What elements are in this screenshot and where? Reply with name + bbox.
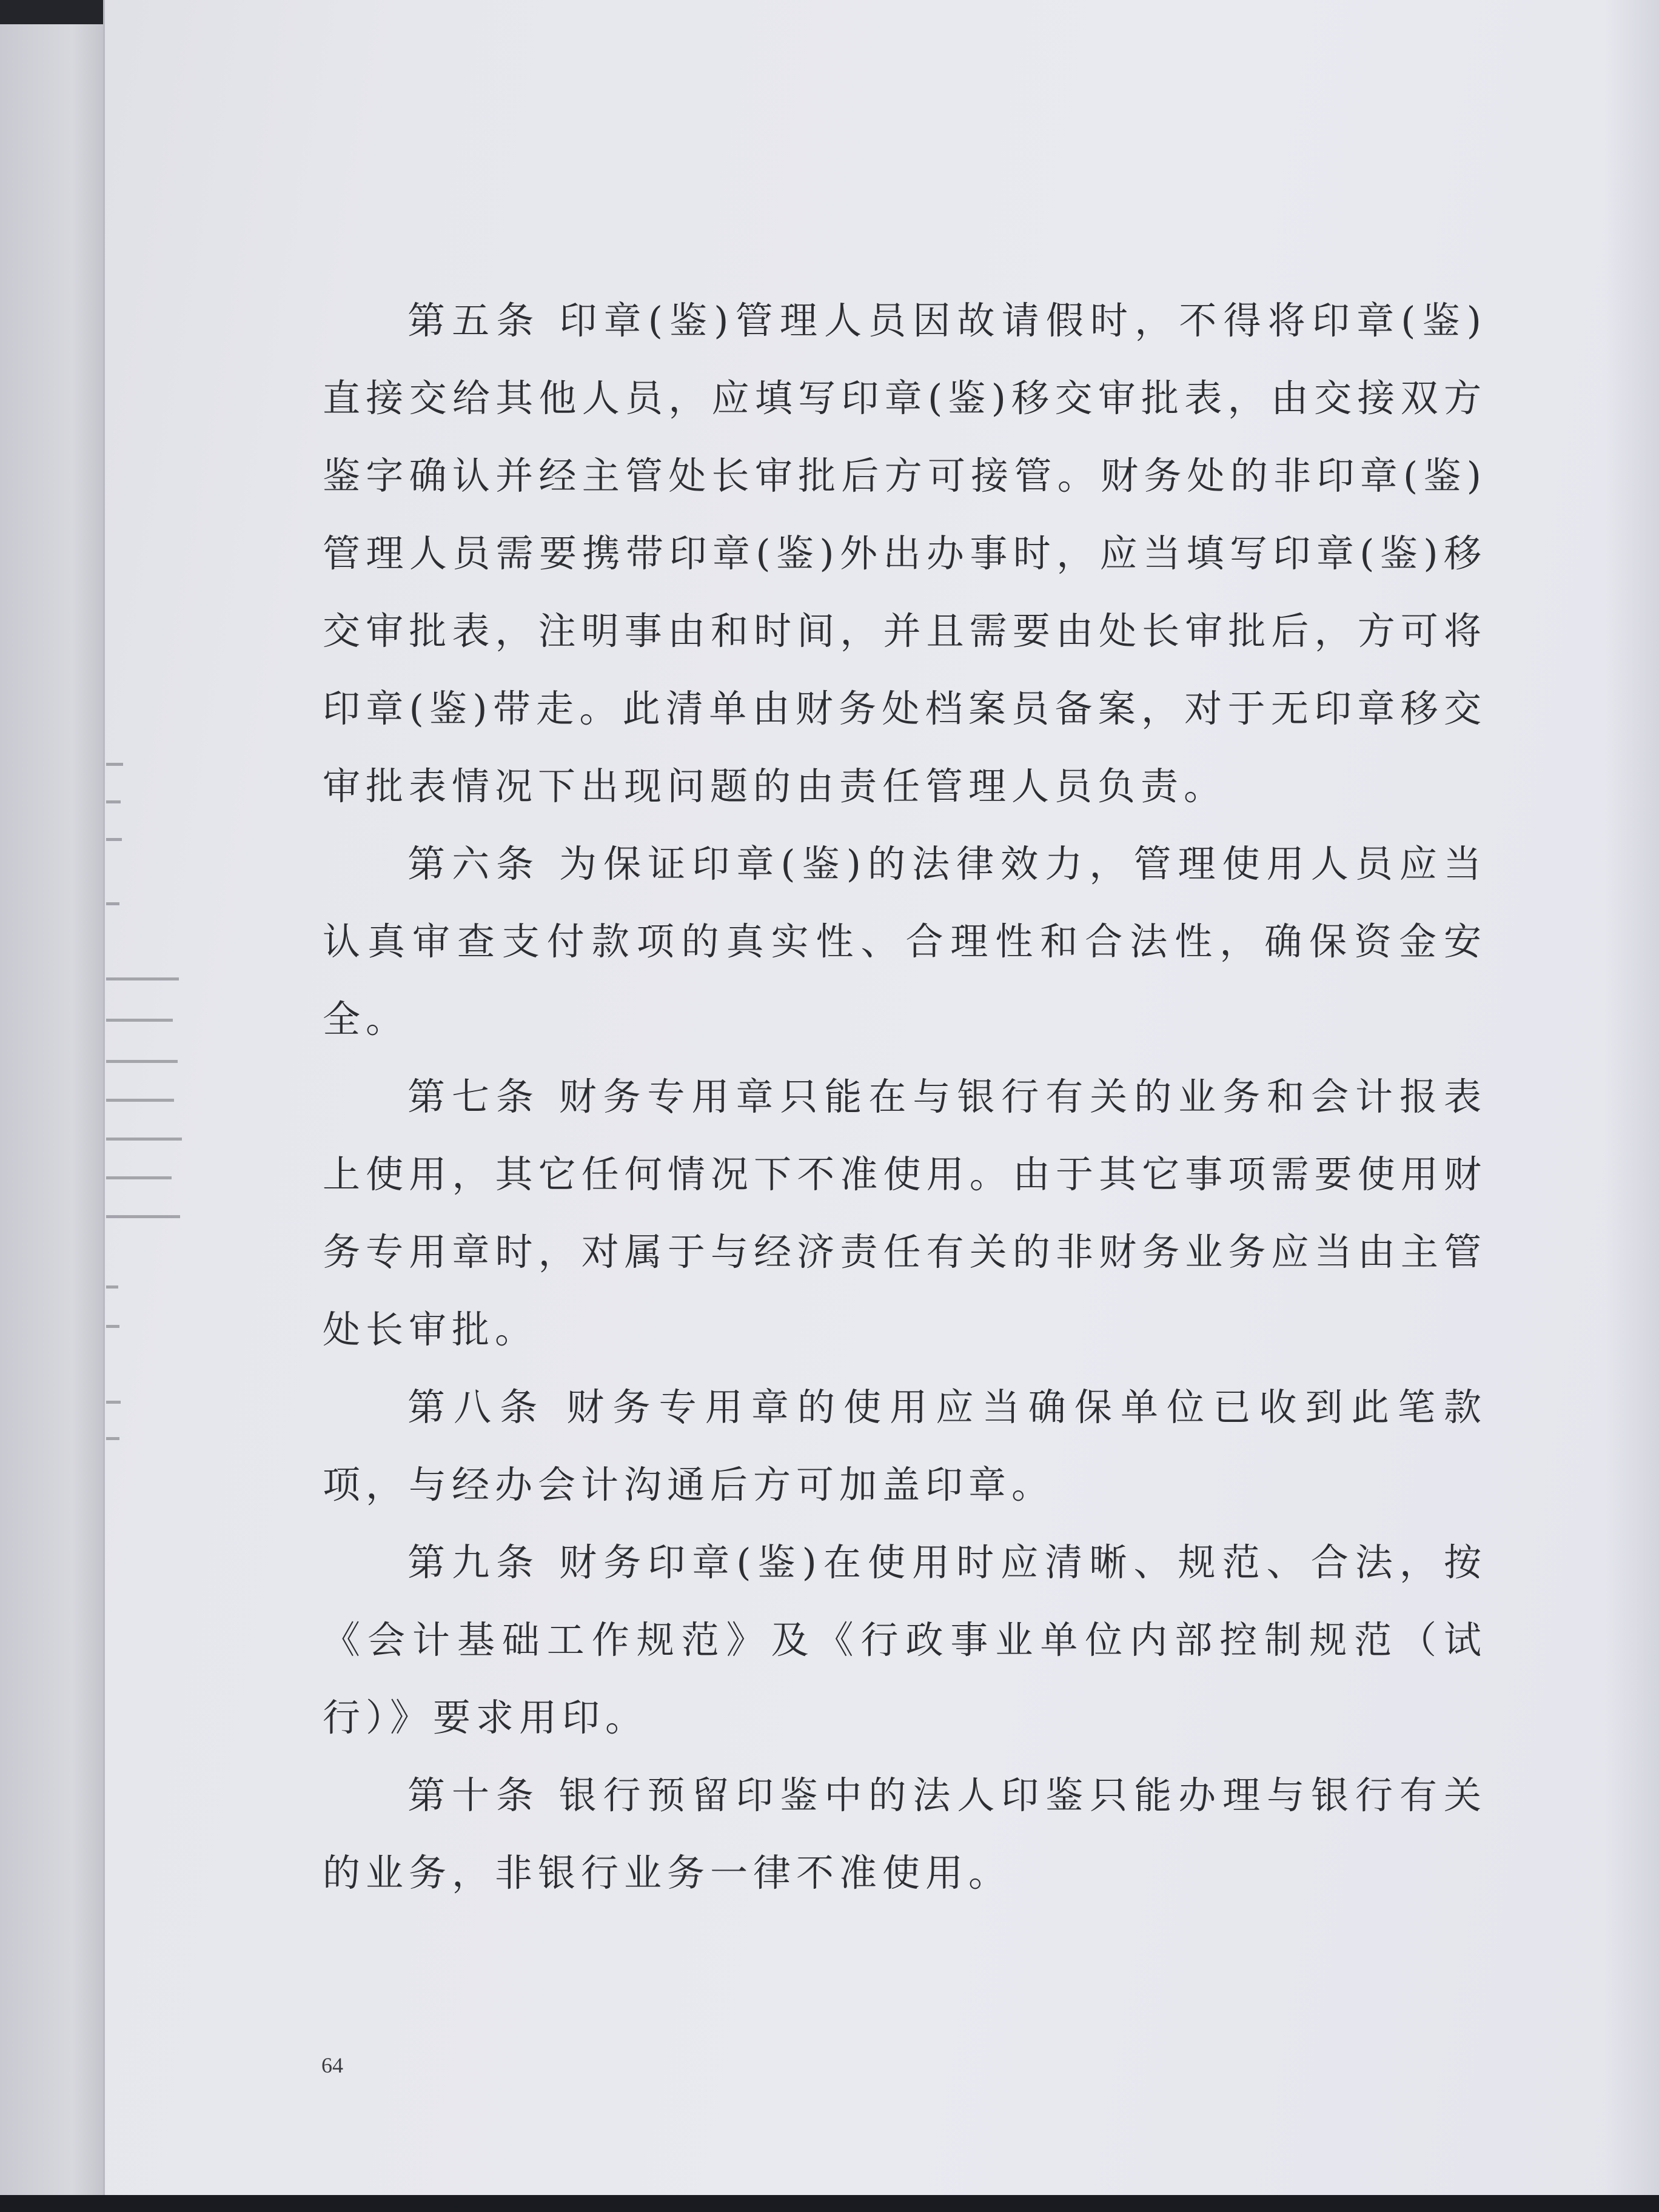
article-10: 第十条 银行预留印鉴中的法人印鉴只能办理与银行有关的业务，非银行业务一律不准使用。 bbox=[323, 1773, 1487, 1895]
page-shadow bbox=[1604, 0, 1659, 2212]
page-number: 64 bbox=[321, 2053, 343, 2077]
article-9: 第九条 财务印章(鉴)在使用时应清晰、规范、合法，按《会计基础工作规范》及《行政事业单位内部控制规范（试行）》要求用印。 bbox=[323, 1540, 1487, 1740]
bleed-through-mark bbox=[106, 1099, 174, 1102]
article-6: 第六条 为保证印章(鉴)的法律效力，管理使用人员应当认真审查支付款项的真实性、合理性和合法性，确保资金安全。 bbox=[323, 842, 1487, 1041]
background-edge bbox=[0, 2195, 1659, 2212]
bleed-through-mark bbox=[106, 1401, 121, 1404]
article-5: 第五条 印章(鉴)管理人员因故请假时，不得将印章(鉴)直接交给其他人员，应填写印章(鉴)移交审批表，由交接双方鉴字确认并经主管处长审批后方可接管。财务处的非印章(鉴)管理人员需要携带印章(鉴)外出办事时，应当填写印章(鉴)移交审批表，注明事由和时间，并且需要由处长审批后，方可将印章(鉴)带走。此清单由财务处档案员备案，对于无印章移交审批表情况下出现问题的由责任管理人员负责。 bbox=[323, 298, 1487, 808]
bleed-through-mark bbox=[106, 800, 121, 803]
bleed-through-mark bbox=[106, 763, 123, 766]
bleed-through-mark bbox=[106, 1019, 173, 1022]
bleed-through-mark bbox=[106, 838, 122, 841]
underlying-page-edge bbox=[0, 0, 105, 2212]
bleed-through-mark bbox=[106, 1325, 119, 1328]
bleed-through-mark bbox=[106, 1437, 119, 1440]
article-7: 第七条 财务专用章只能在与银行有关的业务和会计报表上使用，其它任何情况下不准使用。由于其它事项需要使用财务专用章时，对属于与经济责任有关的非财务业务应当由主管处长审批。 bbox=[323, 1074, 1487, 1352]
bleed-through-mark bbox=[106, 1138, 182, 1141]
bleed-through-mark bbox=[106, 1285, 118, 1289]
body-text bbox=[323, 282, 1487, 1912]
bleed-through-mark bbox=[106, 1176, 172, 1179]
bleed-through-mark bbox=[106, 977, 179, 980]
bleed-through-mark bbox=[106, 902, 119, 905]
bleed-through-mark bbox=[106, 1215, 180, 1218]
background-corner bbox=[0, 0, 103, 24]
article-8: 第八条 财务专用章的使用应当确保单位已收到此笔款项，与经办会计沟通后方可加盖印章。 bbox=[323, 1385, 1487, 1507]
bleed-through-mark bbox=[106, 1060, 178, 1063]
